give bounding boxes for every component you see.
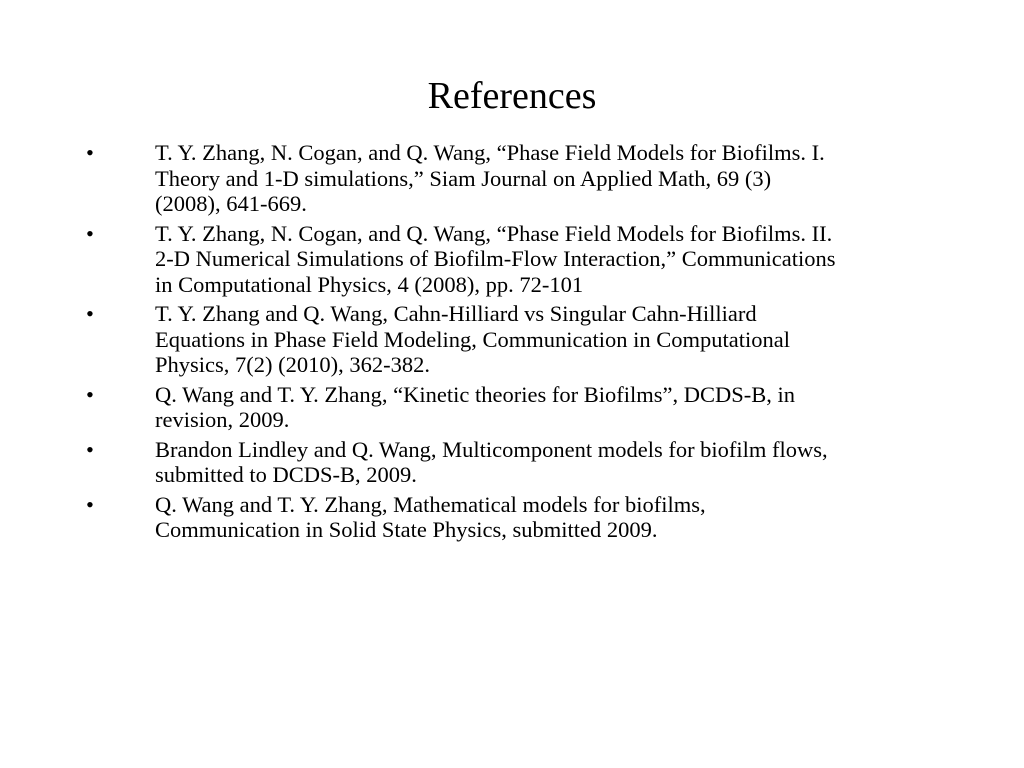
reference-line: Physics, 7(2) (2010), 362-382.: [155, 352, 430, 377]
bullet-icon: •: [86, 491, 94, 517]
reference-item: [0, 437, 945, 488]
bullet-icon: •: [86, 140, 94, 165]
reference-item: [0, 492, 945, 543]
reference-line: T. Y. Zhang and Q. Wang, Cahn-Hilliard vs Singular Cahn-Hilliard: [155, 301, 757, 326]
reference-line: 2-D Numerical Simulations of Biofilm-Flow Interaction,” Communications: [155, 246, 836, 271]
reference-line: Theory and 1-D simulations,” Siam Journal on Applied Math, 69 (3): [155, 165, 772, 191]
reference-line: revision, 2009.: [155, 407, 290, 432]
bullet-icon: •: [86, 220, 94, 246]
reference-list: [0, 140, 1024, 547]
reference-line: Equations in Phase Field Modeling, Communication in Computational: [155, 326, 790, 352]
bullet-icon: •: [86, 381, 94, 407]
reference-line: Q. Wang and T. Y. Zhang, “Kinetic theories for Biofilms”, DCDS-B, in: [155, 381, 795, 407]
reference-line: Q. Wang and T. Y. Zhang, Mathematical models for biofilms,: [155, 491, 706, 517]
reference-item: [0, 140, 945, 217]
reference-line: T. Y. Zhang, N. Cogan, and Q. Wang, “Phase Field Models for Biofilms. I.: [155, 140, 825, 165]
reference-line: in Computational Physics, 4 (2008), pp. 72-101: [155, 271, 584, 297]
bullet-icon: •: [86, 301, 94, 326]
bullet-icon: •: [86, 436, 94, 462]
reference-line: Brandon Lindley and Q. Wang, Multicomponent models for biofilm flows,: [155, 436, 828, 462]
page-title: References: [427, 75, 597, 117]
reference-line: Communication in Solid State Physics, submitted 2009.: [155, 517, 658, 542]
reference-item: [0, 221, 945, 298]
reference-line: submitted to DCDS-B, 2009.: [155, 462, 417, 487]
reference-line: T. Y. Zhang, N. Cogan, and Q. Wang, “Phase Field Models for Biofilms. II.: [155, 220, 833, 246]
reference-line: (2008), 641-669.: [155, 191, 307, 216]
reference-item: [0, 382, 945, 433]
reference-item: [0, 301, 945, 378]
